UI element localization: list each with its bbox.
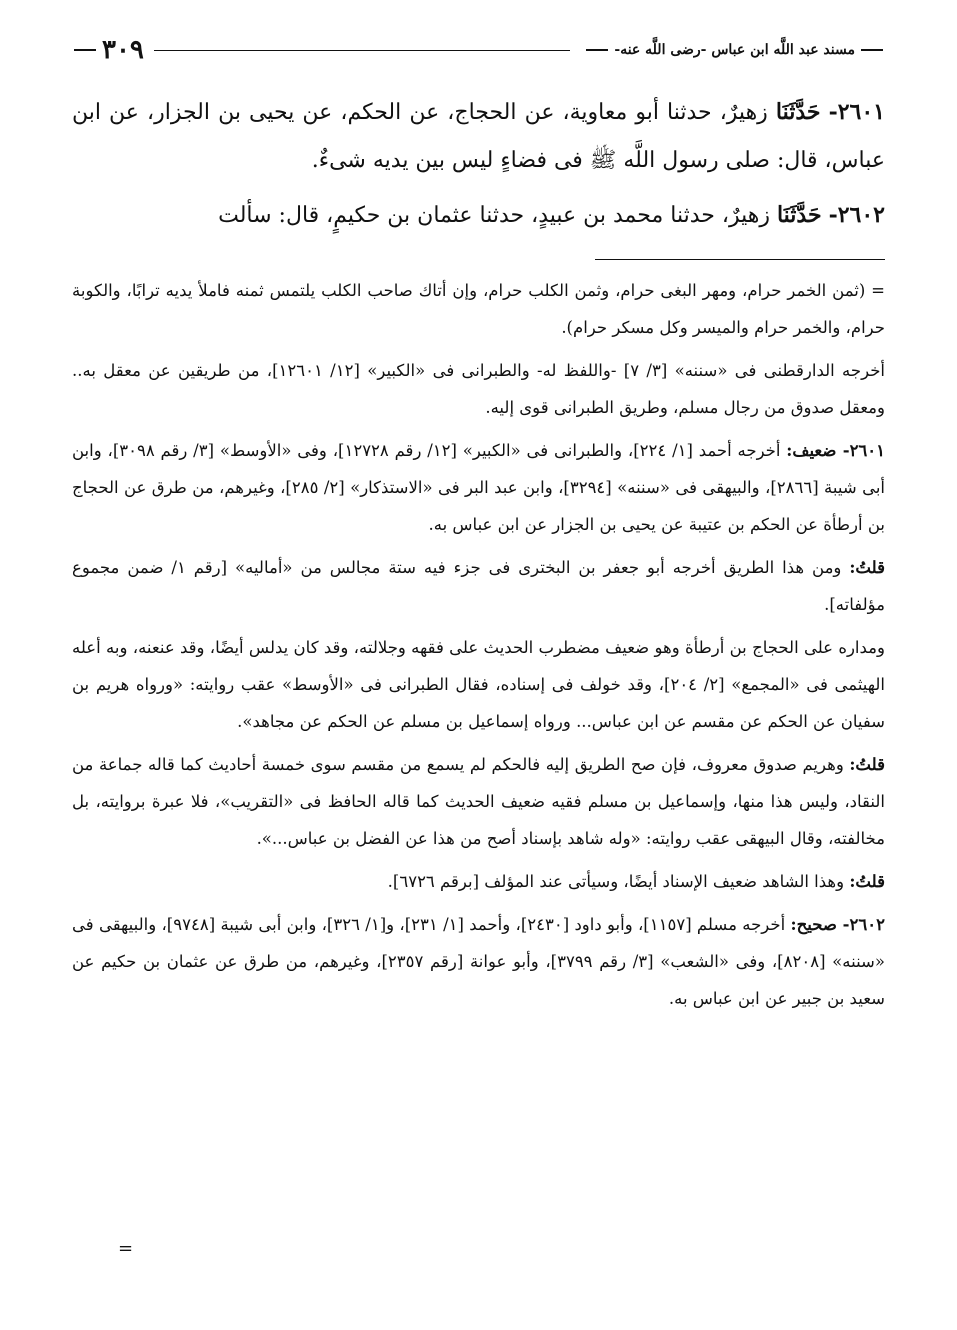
footnote-text: أخرجه أحمد [١/ ٢٢٤]، والطبرانى فى «الكبير» [١٢/ رقم ١٢٧٢٨]، وفى «الأوسط» [٣/ رقم ٣٠٩٨]، وابن أبى شيبة [٢٨٦٦]، والبيهقى فى «سننه» [٣٢٩٤]، وابن عبد البر فى «الاستذكار» [٢/ ٢٨٥]، وغيرهم، من طرق عن الحجاج بن أرطأة عن الحكم بن عتيبة عن يحيى بن الجزار عن ابن عباس به. [72,441,885,534]
hadith-body: زهيرٌ، حدثنا محمد بن عبيدٍ، حدثنا عثمان بن حكيمٍ، قال: سألت [218,203,770,228]
footnote-text: وهذا الشاهد ضعيف الإسناد أيضًا، وسيأتى عند المؤلف [برقم ٦٧٢٦]. [387,872,845,891]
footnote-lead: قلتُ: [849,755,885,774]
footnote-text: ومن هذا الطريق أخرجه أبو جعفر بن البخترى فى جزء فيه ستة مجالس من «أماليه» [رقم ١/ ضمن مجموع مؤلفاته]. [72,558,885,614]
page-header [68,30,889,70]
footnote-text: وهريم صدوق معروف، فإن صح الطريق إليه فالحكم لم يسمع من مقسم سوى خمسة أحاديث كما قاله جماعة من النقاد، وليس هذا منها، وإسماعيل بن مسلم فقيه ضعيف الحديث كما قاله الحافظ فى «التقريب»، فلا عبرة بروايته، بل مخالفته، وقال البيهقى عقب روايته: «وله شاهد بإسناد أصح من هذا عن الفضل بن عباس...». [72,755,885,848]
footnote-continuation [72,272,885,346]
footnote-lead: ٢٦٠١- ضعيف: [786,441,886,460]
footnote-text: = (ثمن الخمر حرام، ومهر البغى حرام، وثمن الكلب حرام، وإن أتاك صاحب الكلب يلتمس ثمنه فاملأ يديه ترابًا، والكوبة حرام، والخمر حرام والميسر وكل مسكر حرام). [72,281,885,337]
footnote-takhrij [72,352,885,426]
footnote-text: أخرجه مسلم [١١٥٧]، وأبو داود [٢٤٣٠]، وأحمد [١/ ٢٣١]، و[١/ ٣٢٦]، وابن أبى شيبة [٩٧٤٨]، والبيهقى فى «سننه» [٨٢٠٨]، وفى «الشعب» [٣/ رقم ٣٧٩٩]، وأبو عوانة [رقم ٢٣٥٧]، وغيرهم، من طرق عن عثمان بن حكيم عن سعيد بن جبير عن ابن عباس به. [72,915,885,1008]
continuation-mark: = [118,1238,134,1259]
hadith-lead: حَدَّثَنَا [776,202,822,228]
running-title: مسند عبد اللَّه ابن عباس -رضى اللَّه عنه- [614,42,855,58]
footnote-qult [72,863,885,900]
footnote-madar [72,629,885,740]
hadith-number: ٢٦٠٢- [828,202,885,228]
header-dash [861,49,883,51]
footnote-lead: قلتُ: [849,558,885,577]
header-dash [74,49,96,51]
footnote-qult [72,746,885,857]
page-number: ٣٠٩ [102,35,144,65]
hadith-2601 [72,88,885,185]
header-rule [154,50,570,51]
footnote-2602 [72,906,885,1017]
hadith-text [72,88,885,246]
hadith-number: ٢٦٠١- [828,99,885,125]
footnote-separator [595,259,885,260]
footnote-qult [72,549,885,623]
footnote-text: أخرجه الدارقطنى فى «سننه» [٣/ ٧] -واللفظ له- والطبرانى فى «الكبير» [١٢/ ١٢٦٠١]، من طريقين عن معقل به.. ومعقل صدوق من رجال مسلم، وطريق الطبرانى قوى إليه. [72,361,885,417]
hadith-lead: حَدَّثَنَا [775,99,821,125]
footnote-2601 [72,432,885,543]
footnote-lead: قلتُ: [849,872,885,891]
footnotes [72,272,885,1023]
hadith-2602 [72,191,885,240]
footnote-text: ومداره على الحجاج بن أرطأة وهو ضعيف مضطرب الحديث على فقهه وجلالته، وقد كان يدلس أيضًا، وقد عنعنه، وبه أعله الهيثمى فى «المجمع» [٢/ ٢٠٤]، وقد خولف فى إسناده، فقال الطبرانى فى «الأوسط» عقب روايته: «ورواه هريم بن سفيان عن الحكم عن مقسم عن ابن عباس... ورواه إسماعيل بن مسلم عن الحكم عن مجاهد». [72,638,886,731]
footnote-lead: ٢٦٠٢- صحيح: [790,915,885,934]
hadith-body: زهيرٌ، حدثنا أبو معاوية، عن الحجاج، عن الحكم، عن يحيى بن الجزار، عن ابن عباس، قال: صلى رسول اللَّه ﷺ فى فضاءٍ ليس بين يديه شىءٌ. [72,100,885,173]
header-dash [586,49,608,51]
